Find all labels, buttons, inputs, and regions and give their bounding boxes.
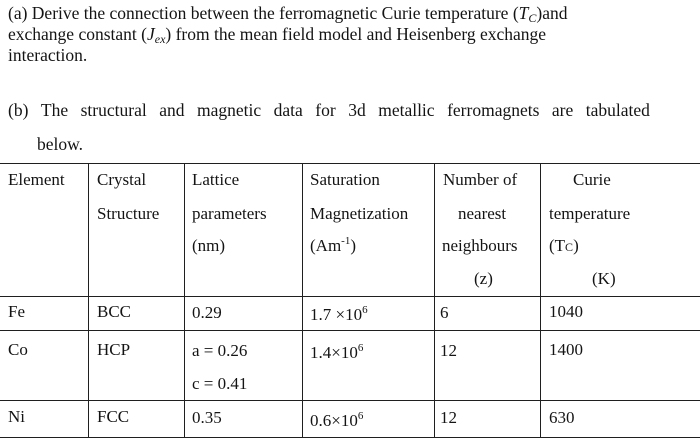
question-b-word: tabulated	[585, 100, 650, 120]
row-co-structure: HCP	[97, 340, 131, 359]
table-rule-col	[88, 163, 89, 438]
table-rule-col	[434, 163, 435, 438]
question-b-line-2: below.	[37, 134, 84, 154]
header-saturation: Saturation	[310, 170, 380, 189]
header-lattice-unit: (nm)	[192, 236, 226, 255]
question-b-word: ferromagnets	[447, 100, 540, 120]
row-fe-element: Fe	[8, 302, 25, 321]
question-b-word: and	[159, 100, 185, 120]
row-ni-curie: 630	[549, 408, 575, 427]
question-b-word: magnetic	[197, 100, 262, 120]
table-rule-header	[0, 296, 700, 297]
question-a-text: (a) Derive the connection between the ferromagnetic Curie temperature (	[8, 3, 519, 23]
header-curie: Curie	[573, 170, 611, 189]
row-co-lattice-c: c = 0.41	[192, 374, 248, 393]
header-curie-symbol	[549, 236, 579, 257]
mag-exponent: 6	[357, 342, 364, 354]
question-b-word: for	[315, 100, 336, 120]
question-a-text-end: ) from the mean field model and Heisenberg exchange	[165, 24, 547, 44]
row-fe-neighbours: 6	[440, 303, 449, 322]
unit-exponent: -1	[341, 235, 351, 247]
header-crystal: Structure	[97, 204, 160, 223]
header-crystal: Crystal	[97, 170, 147, 189]
question-a-line-2	[8, 24, 546, 50]
header-saturation: Magnetization	[310, 204, 409, 223]
question-a-text-end: )and	[536, 3, 568, 23]
table-rule-bottom	[0, 437, 700, 438]
tc-subscript: C	[565, 240, 574, 254]
row-co-curie: 1400	[549, 340, 583, 359]
row-ni-element: Ni	[8, 407, 25, 426]
row-fe-curie: 1040	[549, 302, 583, 321]
tc-subscript: C	[528, 11, 537, 25]
table-rule-row	[0, 400, 700, 401]
header-lattice: parameters	[192, 204, 267, 223]
question-b-word: are	[551, 100, 574, 120]
row-fe-magnetization	[310, 305, 368, 325]
row-co-element: Co	[8, 340, 28, 359]
header-lattice: Lattice	[192, 170, 240, 189]
mag-base: 0.6×10	[310, 411, 358, 430]
question-b-word: structural	[80, 100, 147, 120]
row-ni-magnetization	[310, 411, 363, 431]
row-ni-neighbours: 12	[440, 408, 457, 427]
mag-exponent: 6	[362, 304, 368, 316]
question-b-word: (b)	[8, 100, 29, 120]
row-co-lattice-a: a = 0.26	[192, 341, 248, 360]
header-element: Element	[8, 170, 65, 189]
row-co-neighbours: 12	[440, 341, 457, 360]
header-saturation-unit	[310, 236, 356, 256]
table-rule-col	[302, 163, 303, 438]
tc-symbol: (T	[549, 236, 566, 255]
jex-symbol: J	[146, 24, 155, 44]
table-rule-col	[540, 163, 541, 438]
question-b-word: The	[40, 100, 69, 120]
question-b-word: metallic	[378, 100, 435, 120]
question-b-word: data	[273, 100, 303, 120]
header-neighbours: neighbours	[442, 236, 518, 255]
row-ni-lattice: 0.35	[192, 408, 222, 427]
mag-exponent: 6	[357, 410, 364, 422]
header-neighbours: Number of	[443, 170, 518, 189]
unit-text: (Am	[310, 236, 342, 255]
header-neighbours: nearest	[458, 204, 507, 223]
row-fe-structure: BCC	[97, 302, 132, 321]
tc-symbol: T	[518, 3, 529, 23]
mag-base: 1.7 ×10	[310, 305, 363, 324]
question-a-text: exchange constant (	[8, 24, 147, 44]
row-ni-structure: FCC	[97, 407, 130, 426]
row-fe-lattice: 0.29	[192, 303, 222, 322]
mag-base: 1.4×10	[310, 343, 358, 362]
table-rule-top	[0, 163, 700, 164]
table-rule-col	[184, 163, 185, 438]
table-rule-row	[0, 330, 700, 331]
question-b-word: 3d	[348, 100, 366, 120]
header-curie: temperature	[549, 204, 631, 223]
header-curie-unit: (K)	[592, 269, 616, 288]
jex-subscript: ex	[154, 32, 166, 46]
tc-paren: )	[573, 236, 579, 255]
row-co-magnetization	[310, 343, 363, 363]
unit-text-end: )	[350, 236, 357, 255]
header-neighbours-symbol: (z)	[474, 269, 493, 288]
question-a-line-3: interaction.	[8, 45, 88, 65]
question-b-line-1	[8, 100, 650, 121]
